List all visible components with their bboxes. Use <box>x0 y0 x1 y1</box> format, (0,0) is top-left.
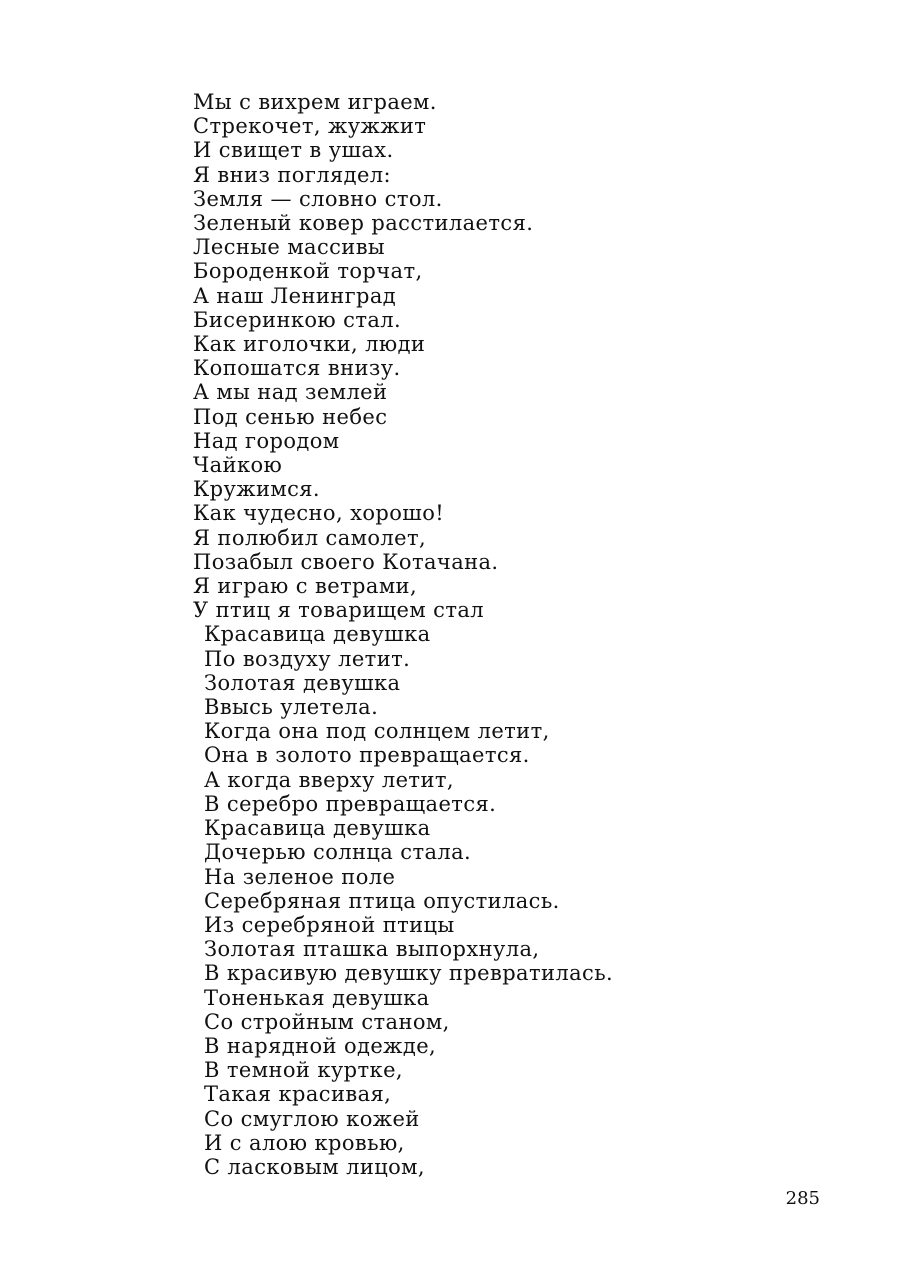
poem-line: Мы с вихрем играем. <box>193 90 437 114</box>
poem-line: Копошатся внизу. <box>193 356 401 381</box>
poem-line: По воздуху летит. <box>204 646 411 671</box>
poem-line: В темной куртке, <box>204 1058 403 1083</box>
poem-line: В красивую девушку превратилась. <box>204 961 614 986</box>
poem-line: Со стройным станом, <box>204 1009 450 1034</box>
poem-text <box>193 90 613 1179</box>
poem-line: А наш Ленинград <box>193 283 397 308</box>
poem-line: Красавица девушка <box>204 622 431 647</box>
poem-line: Зеленый ковер расстилается. <box>193 211 534 236</box>
poem-line: Серебряная птица опустилась. <box>204 888 560 913</box>
poem-line: Тоненькая девушка <box>204 985 430 1010</box>
poem-line: Со смуглою кожей <box>204 1106 420 1131</box>
poem-line: Земля — словно стол. <box>193 186 443 211</box>
poem-line: У птиц я товарищем стал <box>193 598 485 623</box>
poem-line: Над городом <box>193 428 340 453</box>
poem-line: И с алою кровью, <box>204 1130 405 1155</box>
poem-line: Кружимся. <box>193 477 320 502</box>
poem-line: А мы над землей <box>193 380 388 405</box>
poem-line: Такая красивая, <box>204 1082 392 1107</box>
poem-line: Красавица девушка <box>204 816 431 841</box>
poem-line: Из серебряной птицы <box>204 912 455 937</box>
poem-line: Я играю с ветрами, <box>193 574 418 599</box>
poem-line: И свищет в ушах. <box>193 138 394 163</box>
poem-line: Позабыл своего Котачана. <box>193 549 499 574</box>
poem-line: Лесные массивы <box>193 235 386 260</box>
poem-line: В нарядной одежде, <box>204 1033 437 1058</box>
poem-line: Стрекочет, жужжит <box>193 114 427 139</box>
poem-line: Золотая пташка выпорхнула, <box>204 937 540 962</box>
poem-line: В серебро превращается. <box>204 791 497 816</box>
poem-line: Бисеринкою стал. <box>193 307 402 332</box>
poem-line: Ввысь улетела. <box>204 695 379 720</box>
poem-line: На зеленое поле <box>204 864 396 889</box>
poem-line: Под сенью небес <box>193 404 388 429</box>
poem-line: Золотая девушка <box>204 670 401 695</box>
poem-line: С ласковым лицом, <box>204 1154 425 1179</box>
poem-line: Я вниз поглядел: <box>193 162 391 187</box>
poem-line: Как чудесно, хорошо! <box>193 501 445 526</box>
poem-line: Как иголочки, люди <box>193 332 426 357</box>
poem-line: Когда она под солнцем летит, <box>204 719 550 744</box>
poem-line: Чайкою <box>193 453 283 478</box>
poem-line: Она в золото превращается. <box>204 743 530 768</box>
poem-line: Бороденкой торчат, <box>193 259 423 284</box>
poem-line: Дочерью солнца стала. <box>204 840 472 865</box>
poem-line: А когда вверху летит, <box>204 767 454 792</box>
page-number: 285 <box>785 1188 820 1209</box>
poem-line: Я полюбил самолет, <box>193 525 427 550</box>
